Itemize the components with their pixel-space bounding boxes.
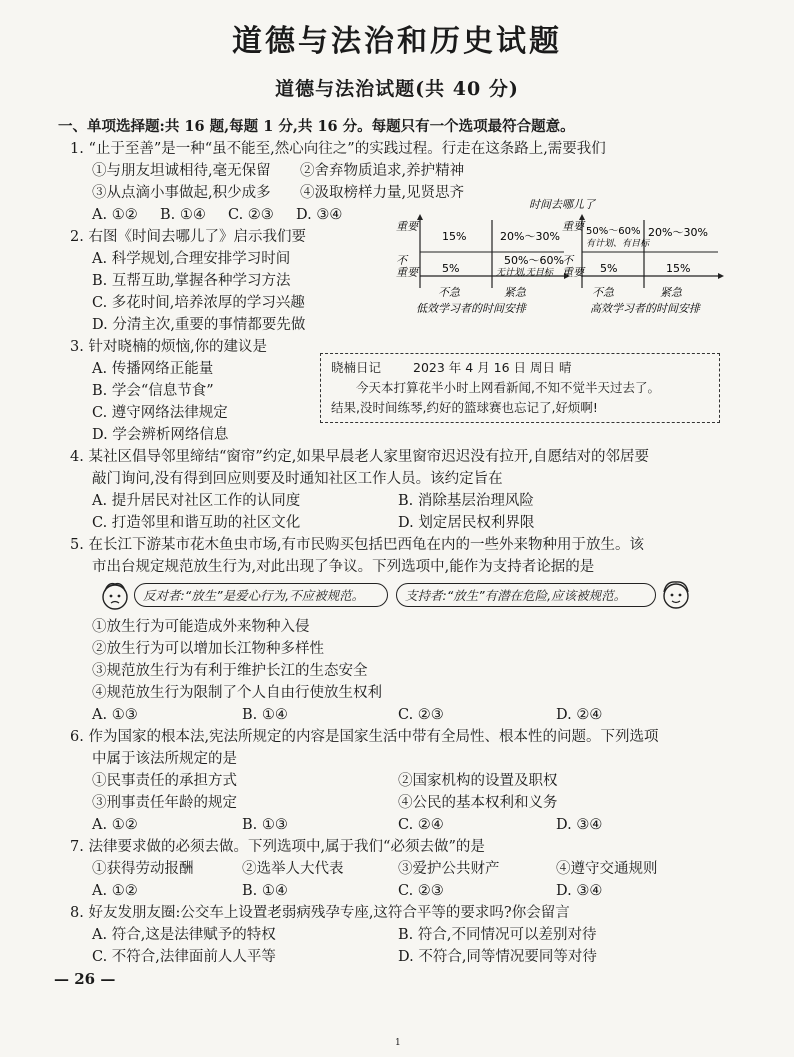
q8-stem: 8. 好友发朋友圈:公交车上设置老弱病残孕专座,这符合平等的要求吗?你会留言 — [70, 905, 570, 921]
q8-option: D. 不符合,同等情况要同等对待 — [398, 949, 597, 965]
opponent-face-icon — [100, 580, 130, 612]
exam-subtitle: 道德与法治试题(共 40 分) — [275, 78, 519, 100]
quadrant-value: 5% — [600, 262, 618, 275]
y-bottom-label-1: 不 — [396, 254, 407, 267]
q6-stem-cont: 中属于该法所规定的是 — [92, 751, 237, 767]
q5-option: ④规范放生行为限制了个人自由行使放生权利 — [92, 685, 382, 701]
q4-option: C. 打造邻里和谐互助的社区文化 — [92, 515, 301, 531]
x-left-label: 不急 — [438, 286, 460, 299]
quadrant-value: 50%～60% — [504, 254, 564, 267]
high-efficiency-chart — [562, 214, 724, 315]
q1-answer: C. ②③ — [228, 207, 274, 223]
q1-option: ③从点滴小事做起,积少成多 — [92, 185, 271, 201]
figure-title: 时间去哪儿了 — [529, 198, 595, 211]
q8-option: C. 不符合,法律面前人人平等 — [92, 949, 276, 965]
q2-option: A. 科学规划,合理安排学习时间 — [92, 251, 291, 267]
q2-option: B. 互帮互助,掌握各种学习方法 — [92, 273, 291, 289]
x-right-label: 紧急 — [504, 286, 526, 299]
q3-stem: 3. 针对晓楠的烦恼,你的建议是 — [70, 339, 268, 355]
q3-option: D. 学会辨析网络信息 — [92, 427, 229, 443]
y-top-label: 重要 — [396, 220, 418, 233]
q4-stem: 4. 某社区倡导邻里缔结“窗帘”约定,如果早晨老人家里窗帘迟迟没有拉开,自愿结对的邻居要 — [70, 449, 649, 465]
page-number: — 26 — — [54, 970, 116, 988]
diary-line: 今天本打算花半小时上网看新闻,不知不觉半天过去了。 — [356, 380, 660, 395]
q3-option: C. 遵守网络法律规定 — [92, 405, 228, 421]
q8-option: B. 符合,不同情况可以差别对待 — [398, 927, 597, 943]
quadrant-value: 50%～60% — [586, 226, 641, 237]
q7-option: ②选举人大代表 — [242, 861, 344, 877]
q5-option: ③规范放生行为有利于维护长江的生态安全 — [92, 663, 368, 679]
quadrant-value: 15% — [442, 230, 467, 243]
y-top-label: 重要 — [562, 220, 584, 233]
supporter-face-icon — [660, 578, 692, 612]
q1-answer: B. ①④ — [160, 207, 206, 223]
q7-option: ④遵守交通规则 — [556, 861, 658, 877]
q1-answer: D. ③④ — [296, 207, 343, 223]
q7-option: ③爱护公共财产 — [398, 861, 500, 877]
chart-caption: 低效学习者的时间安排 — [416, 302, 526, 315]
quadrant-value: 15% — [666, 262, 691, 275]
quadrant-value: 20%～30% — [648, 226, 708, 239]
q6-option: ③刑事责任年龄的规定 — [92, 795, 237, 811]
page-mark: 1 — [395, 1038, 401, 1048]
arrow-right-icon — [718, 273, 724, 279]
quadrant-value: 20%～30% — [500, 230, 560, 243]
quadrant-value: 5% — [442, 262, 460, 275]
x-right-label: 紧急 — [660, 286, 682, 299]
q5-answer: C. ②③ — [398, 707, 444, 723]
exam-title: 道德与法治和历史试题 — [232, 24, 562, 59]
q5-answer: D. ②④ — [556, 707, 603, 723]
q6-option: ②国家机构的设置及职权 — [398, 773, 558, 789]
q5-option: ②放生行为可以增加长江物种多样性 — [92, 641, 324, 657]
q7-answer: D. ③④ — [556, 883, 603, 899]
chart-caption: 高效学习者的时间安排 — [590, 302, 700, 315]
diary-line: 结果,没时间练琴,约好的篮球赛也忘记了,好烦啊! — [331, 400, 598, 415]
y-bottom-label-2: 重要 — [562, 266, 584, 279]
q7-option: ①获得劳动报酬 — [92, 861, 194, 877]
quadrant-note: 无计划,无目标 — [496, 268, 553, 278]
opponent-speech: 反对者:“放生”是爱心行为,不应被规范。 — [134, 583, 388, 607]
q7-stem: 7. 法律要求做的必须去做。下列选项中,属于我们“必须去做”的是 — [70, 839, 485, 855]
q5-option: ①放生行为可能造成外来物种入侵 — [92, 619, 310, 635]
q5-answer: A. ①③ — [92, 707, 138, 723]
q2-option: D. 分清主次,重要的事情都要先做 — [92, 317, 306, 333]
q1-answer: A. ①② — [92, 207, 138, 223]
section-heading: 一、单项选择题:共 16 题,每题 1 分,共 16 分。每题只有一个选项最符合题意。 — [58, 118, 575, 135]
y-bottom-label-1: 不 — [562, 254, 573, 267]
q5-answer: B. ①④ — [242, 707, 288, 723]
q6-stem: 6. 作为国家的根本法,宪法所规定的内容是国家生活中带有全局性、根本性的问题。下列选项 — [70, 729, 659, 745]
diary-date: 2023 年 4 月 16 日 周日 晴 — [413, 360, 572, 375]
q5-stem-cont: 市出台规定规范放生行为,对此出现了争议。下列选项中,能作为支持者论据的是 — [92, 559, 595, 575]
quadrant-note: 有计划、有目标 — [586, 239, 650, 249]
q3-option: A. 传播网络正能量 — [92, 361, 214, 377]
q6-answer: B. ①③ — [242, 817, 288, 833]
q7-answer: C. ②③ — [398, 883, 444, 899]
q6-answer: A. ①② — [92, 817, 138, 833]
q4-option: B. 消除基层治理风险 — [398, 493, 534, 509]
x-left-label: 不急 — [592, 286, 614, 299]
time-allocation-figure — [392, 196, 732, 320]
q4-option: D. 划定居民权利界限 — [398, 515, 535, 531]
diary-box — [320, 353, 720, 423]
q7-answer: A. ①② — [92, 883, 138, 899]
q2-stem: 2. 右图《时间去哪儿了》启示我们要 — [70, 229, 306, 245]
low-efficiency-chart — [396, 214, 570, 315]
q6-option: ①民事责任的承担方式 — [92, 773, 237, 789]
q1-option: ④汲取榜样力量,见贤思齐 — [300, 185, 465, 201]
q6-answer: D. ③④ — [556, 817, 603, 833]
y-bottom-label-2: 重要 — [396, 266, 418, 279]
q5-stem: 5. 在长江下游某市花木鱼虫市场,有市民购买包括巴西龟在内的一些外来物种用于放生。该 — [70, 537, 645, 553]
supporter-speech: 支持者:“放生”有潜在危险,应该被规范。 — [396, 583, 656, 607]
q4-option: A. 提升居民对社区工作的认同度 — [92, 493, 301, 509]
q1-stem: 1. “止于至善”是一种“虽不能至,然心向往之”的实践过程。行走在这条路上,需要我们 — [70, 141, 606, 157]
q6-answer: C. ②④ — [398, 817, 444, 833]
q8-option: A. 符合,这是法律赋予的特权 — [92, 927, 276, 943]
q1-option: ①与朋友坦诚相待,毫无保留 — [92, 163, 271, 179]
q3-option: B. 学会“信息节食” — [92, 383, 214, 399]
q1-option: ②舍弃物质追求,养护精神 — [300, 163, 465, 179]
q2-option: C. 多花时间,培养浓厚的学习兴趣 — [92, 295, 305, 311]
q4-stem-cont: 敲门询问,没有得到回应则要及时通知社区工作人员。该约定旨在 — [92, 471, 503, 487]
q7-answer: B. ①④ — [242, 883, 288, 899]
q6-option: ④公民的基本权利和义务 — [398, 795, 558, 811]
diary-label: 晓楠日记 — [331, 360, 382, 375]
